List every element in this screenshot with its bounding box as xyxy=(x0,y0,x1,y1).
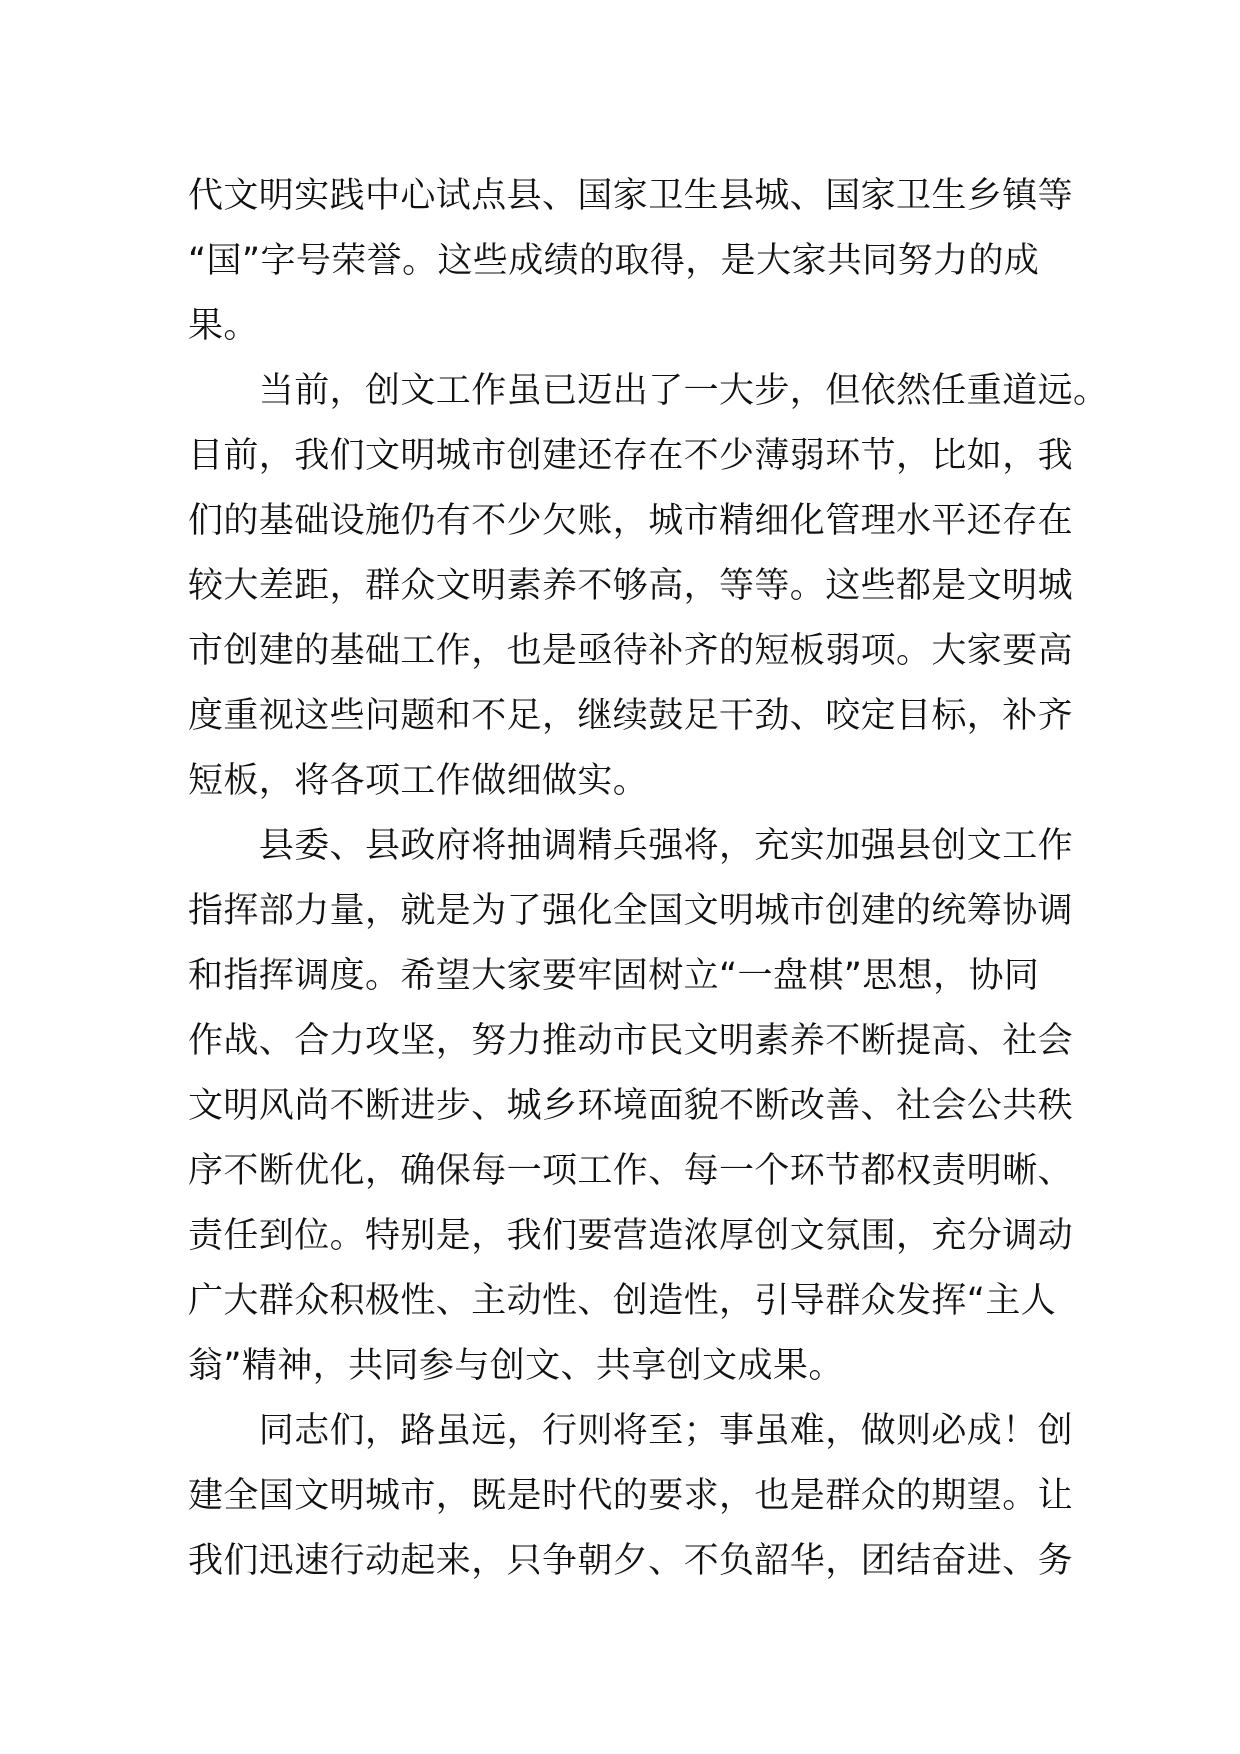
text-line: 和指挥调度。希望大家要牢固树立“一盘棋”思想，协同 xyxy=(188,956,1040,996)
text-line: “国”字号荣誉。这些成绩的取得，是大家共同努力的成 xyxy=(188,241,1040,281)
text-line: 作战、合力攻坚，努力推动市民文明素养不断提高、社会 xyxy=(188,1021,1074,1061)
text-line: 广大群众积极性、主动性、创造性，引导群众发挥“主人 xyxy=(188,1281,1057,1321)
text-line: 果。 xyxy=(188,306,259,346)
text-line: 翁”精神，共同参与创文、共享创文成果。 xyxy=(188,1346,844,1386)
text-line: 市创建的基础工作，也是亟待补齐的短板弱项。大家要高 xyxy=(188,631,1074,671)
text-line: 们的基础设施仍有不少欠账，城市精细化管理水平还存在 xyxy=(188,501,1074,541)
text-line: 县委、县政府将抽调精兵强将，充实加强县创文工作 xyxy=(188,826,1074,866)
text-line: 短板，将各项工作做细做实。 xyxy=(188,761,649,801)
text-line: 度重视这些问题和不足，继续鼓足干劲、咬定目标，补齐 xyxy=(188,696,1074,736)
text-line: 目前，我们文明城市创建还存在不少薄弱环节，比如，我 xyxy=(188,436,1074,476)
text-line: 序不断优化，确保每一项工作、每一个环节都权责明晰、 xyxy=(188,1151,1074,1191)
text-line: 代文明实践中心试点县、国家卫生县城、国家卫生乡镇等 xyxy=(188,176,1074,216)
text-line: 同志们，路虽远，行则将至；事虽难，做则必成！创 xyxy=(188,1411,1074,1451)
text-line: 文明风尚不断进步、城乡环境面貌不断改善、社会公共秩 xyxy=(188,1086,1074,1126)
text-line: 指挥部力量，就是为了强化全国文明城市创建的统筹协调 xyxy=(188,891,1074,931)
text-line: 较大差距，群众文明素养不够高，等等。这些都是文明城 xyxy=(188,566,1074,606)
document-body xyxy=(188,164,1109,1594)
text-line: 建全国文明城市，既是时代的要求，也是群众的期望。让 xyxy=(188,1476,1074,1516)
text-line: 我们迅速行动起来，只争朝夕、不负韶华，团结奋进、务 xyxy=(188,1541,1074,1581)
text-line: 责任到位。特别是，我们要营造浓厚创文氛围，充分调动 xyxy=(188,1216,1074,1256)
text-line: 当前，创文工作虽已迈出了一大步，但依然任重道远。 xyxy=(188,371,1109,411)
